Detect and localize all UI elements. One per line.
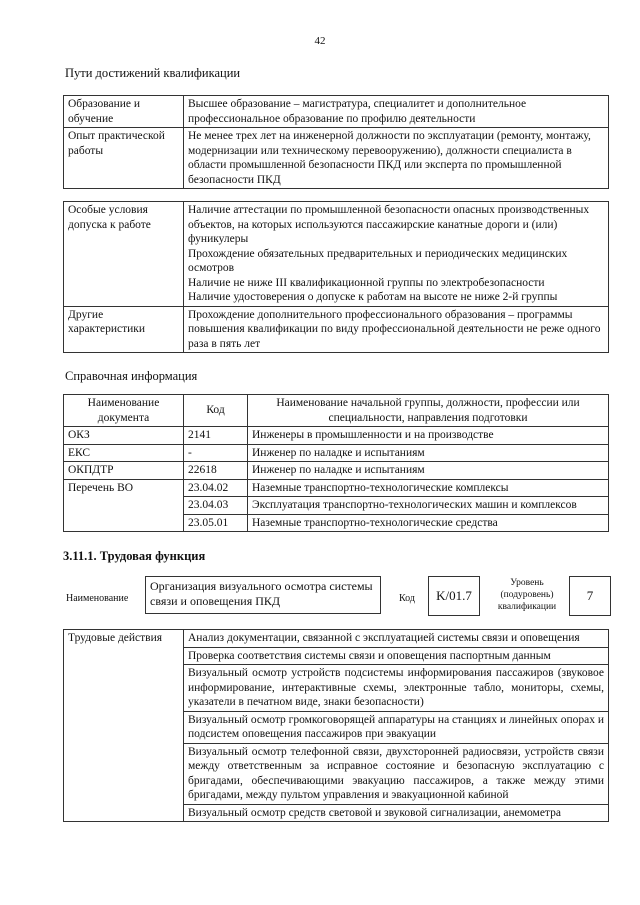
- ref-name: Инженеры в промышленности и на производстве: [248, 427, 609, 445]
- table-row: [64, 479, 609, 497]
- ref-name: Инженер по наладке и испытаниям: [248, 462, 609, 480]
- condition-line: Прохождение обязательных предварительных и периодических медицинских осмотров: [188, 247, 568, 274]
- action-item: Проверка соответствия системы связи и оповещения паспортным данным: [184, 647, 609, 665]
- actions-label: Трудовые действия: [64, 630, 184, 822]
- ref-name: Наземные транспортно-технологические средства: [248, 514, 609, 532]
- function-code-box: K/01.7: [428, 576, 480, 616]
- table-row: [64, 202, 609, 307]
- name-label: Наименование: [66, 593, 129, 604]
- level-label: Уровень (подуровень) квалификации: [497, 578, 557, 612]
- action-item: Визуальный осмотр устройств подсистемы информирования пассажиров (звуковое информирование, интерактивные схемы, электронные табло, мониторы, схемы, указатели в печатном виде, знаки безопасности): [184, 665, 609, 712]
- ref-name: Эксплуатация транспортно-технологических машин и комплексов: [248, 497, 609, 515]
- action-item: Анализ документации, связанной с эксплуатацией системы связи и оповещения: [184, 630, 609, 648]
- ref-name: Инженер по наладке и испытаниям: [248, 444, 609, 462]
- ref-doc: Перечень ВО: [64, 479, 184, 532]
- ref-code: -: [184, 444, 248, 462]
- table-header-row: [64, 395, 609, 427]
- table-row: [64, 462, 609, 480]
- header-name: Наименование начальной группы, должности, профессии или специальности, направления подготовки: [248, 395, 609, 427]
- actions-table: [63, 629, 609, 822]
- function-name-box: Организация визуального осмотра системы связи и оповещения ПКД: [145, 576, 381, 614]
- ref-code: 23.05.01: [184, 514, 248, 532]
- education-value: Высшее образование – магистратура, специалитет и дополнительное профессиональное образование по профилю деятельности: [184, 96, 609, 128]
- table-row: [64, 306, 609, 353]
- action-item: Визуальный осмотр телефонной связи, двухсторонней радиосвязи, устройств связи между ответственным за исправное состояние и безопасную эксплуатацию с бригадами, обеспечивающими эвакуацию пассажиров, а также между этими бригадами, между пультом управления и эвакуационной кабиной: [184, 743, 609, 804]
- table-row: [64, 427, 609, 445]
- ref-doc: ОКЗ: [64, 427, 184, 445]
- ref-code: 22618: [184, 462, 248, 480]
- action-item: Визуальный осмотр громкоговорящей аппаратуры на станциях и линейных опорах и подсистем оповещения пассажиров при эвакуации: [184, 711, 609, 743]
- code-label: Код: [399, 593, 415, 604]
- ref-doc: ОКПДТР: [64, 462, 184, 480]
- condition-line: Наличие аттестации по промышленной безопасности опасных производственных объектов, на которых используются пассажирские канатные дороги и (или) фуникулеры: [188, 204, 590, 245]
- qual-paths-heading: Пути достижений квалификации: [65, 66, 241, 80]
- ref-code: 2141: [184, 427, 248, 445]
- education-label: Образование и обучение: [64, 96, 184, 128]
- ref-code: 23.04.03: [184, 497, 248, 515]
- experience-value: Не менее трех лет на инженерной должности по эксплуатации (ремонту, монтажу, модернизации или техническому перевооружению), должности специалиста в области промышленной безопасности ПКД или эксперта по промышленной безопасности ПКД: [184, 128, 609, 189]
- conditions-table: [63, 201, 609, 353]
- special-conditions-label: Особые условия допуска к работе: [64, 202, 184, 307]
- table-row: [64, 444, 609, 462]
- table-row: [64, 630, 609, 648]
- condition-line: Наличие удостоверения о допуске к работам на высоте не ниже 2-й группы: [188, 291, 558, 303]
- function-level-box: 7: [569, 576, 611, 616]
- ref-name: Наземные транспортно-технологические комплексы: [248, 479, 609, 497]
- ref-code: 23.04.02: [184, 479, 248, 497]
- qual-table: [63, 95, 609, 189]
- page-number: 42: [314, 35, 326, 47]
- reference-heading: Справочная информация: [65, 369, 198, 383]
- ref-doc: ЕКС: [64, 444, 184, 462]
- condition-line: Наличие не ниже III квалификационной группы по электробезопасности: [188, 276, 545, 289]
- header-document: Наименование документа: [64, 395, 184, 427]
- header-code: Код: [184, 395, 248, 427]
- other-characteristics-label: Другие характеристики: [64, 306, 184, 353]
- table-row: [64, 96, 609, 128]
- table-row: [64, 128, 609, 189]
- reference-table: [63, 394, 609, 532]
- action-item: Визуальный осмотр средств световой и звуковой сигнализации, анемометра: [184, 804, 609, 822]
- function-heading: 3.11.1. Трудовая функция: [63, 549, 206, 563]
- other-characteristics-value: Прохождение дополнительного профессионального образования – программы повышения квалификации по виду профессиональной деятельности не реже одного раза в пять лет: [184, 306, 609, 353]
- experience-label: Опыт практической работы: [64, 128, 184, 189]
- special-conditions-value: [184, 202, 609, 307]
